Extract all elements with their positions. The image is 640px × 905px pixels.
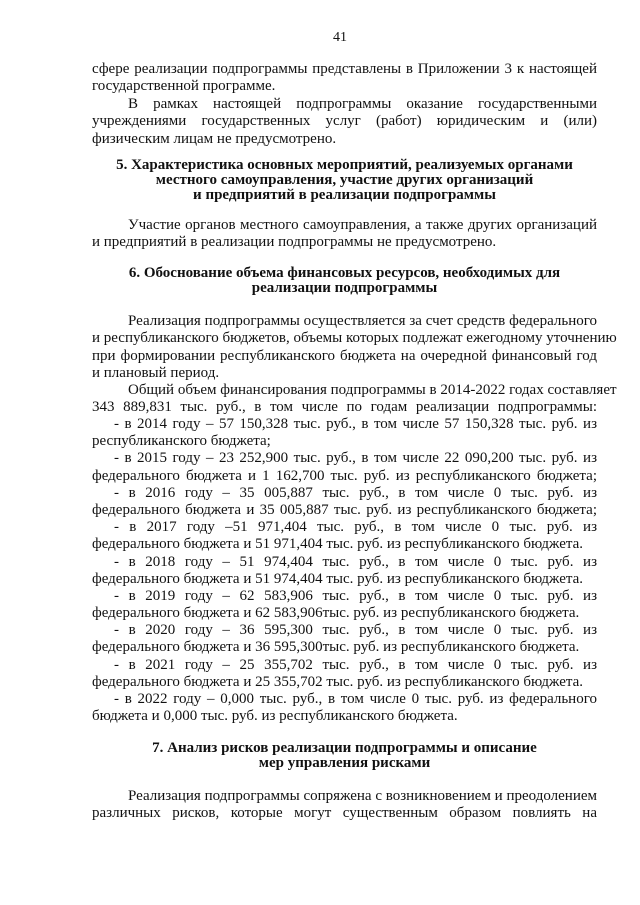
heading-line: реализации подпрограммы (251, 280, 438, 296)
paragraph-line: и плановый период. (92, 365, 220, 382)
paragraph-line: 343 889,831 тыс. руб., в том числе по годам реализации подпрограммы: (92, 399, 597, 416)
page-number: 41 (333, 30, 347, 45)
funding-list-item-2020: - в 2020 году – 36 595,300 тыс. руб., в том числе 0 тыс. руб. из (114, 622, 597, 639)
funding-list-item-2014: - в 2014 году – 57 150,328 тыс. руб., в том числе 57 150,328 тыс. руб. из (114, 416, 597, 432)
paragraph-line: различных рисков, которые могут существенным образом повлиять на (92, 805, 597, 822)
funding-list-item-2014-cont: республиканского бюджета; (92, 433, 271, 450)
funding-list-item-2022: - в 2022 году – 0,000 тыс. руб., в том числе 0 тыс. руб. из федерального (114, 691, 597, 707)
funding-list-item-2016-cont: федерального бюджета и 35 005,887 тыс. руб. из республиканского бюджета; (92, 501, 597, 518)
paragraph-line: физическим лицам не предусмотрено. (92, 130, 337, 147)
section-7-heading (92, 741, 597, 771)
paragraph-line: сфере реализации подпрограммы представлены в Приложении 3 к настоящей (92, 61, 597, 77)
heading-line: 7. Анализ рисков реализации подпрограммы и описание (152, 740, 537, 756)
paragraph-line: Участие органов местного самоуправления, а также других организаций (128, 217, 597, 233)
heading-line: 5. Характеристика основных мероприятий, реализуемых органами (116, 157, 573, 173)
heading-line: и предприятий в реализации подпрограммы (193, 187, 496, 203)
intro-paragraph-1 (92, 61, 597, 96)
paragraph-line: государственной программе. (92, 78, 276, 95)
heading-line: мер управления рисками (258, 755, 431, 771)
paragraph-line: Реализация подпрограммы сопряжена с возникновением и преодолением (128, 788, 597, 804)
paragraph-line: и предприятий в реализации подпрограммы не предусмотрено. (92, 234, 497, 251)
section-6-paragraph-1 (92, 313, 617, 383)
funding-list-item-2018-cont: федерального бюджета и 51 974,404 тыс. руб. из республиканского бюджета. (92, 570, 584, 587)
paragraph-line: Реализация подпрограммы осуществляется за счет средств федерального (128, 313, 597, 329)
heading-line: 6. Обоснование объема финансовых ресурсов, необходимых для (128, 265, 561, 281)
section-6-heading (92, 266, 597, 296)
funding-by-year-list (92, 416, 597, 725)
heading-line: местного самоуправления, участие других организаций (155, 172, 534, 188)
paragraph-line: при формировании республиканского бюджета на очередной финансовый год (92, 347, 597, 364)
funding-list-item-2019-cont: федерального бюджета и 62 583,906тыс. руб. из республиканского бюджета. (92, 605, 580, 622)
funding-list-item-2018: - в 2018 году – 51 974,404 тыс. руб., в том числе 0 тыс. руб. из (114, 553, 597, 570)
funding-list-item-2021-cont: федерального бюджета и 25 355,702 тыс. руб. из республиканского бюджета. (92, 673, 584, 690)
funding-list-item-2017: - в 2017 году –51 971,404 тыс. руб., в том числе 0 тыс. руб. из (114, 519, 597, 536)
paragraph-line: В рамках настоящей подпрограммы оказание государственными (128, 96, 597, 112)
paragraph-line: учреждениями государственных услуг (работ) юридическим и (или) (92, 113, 597, 130)
section-6-paragraph-2 (92, 382, 617, 417)
intro-paragraph-2 (92, 96, 597, 148)
paragraph-line: и республиканского бюджетов, объемы которых подлежат ежегодному уточнению (92, 330, 617, 347)
section-5-paragraph (92, 217, 597, 252)
funding-list-item-2015-cont: федерального бюджета и 1 162,700 тыс. руб. из республиканского бюджета; (92, 467, 597, 484)
funding-list-item-2016: - в 2016 году – 35 005,887 тыс. руб., в том числе 0 тыс. руб. из (114, 484, 597, 501)
paragraph-line: Общий объем финансирования подпрограммы в 2014-2022 годах составляет (128, 382, 617, 398)
funding-list-item-2020-cont: федерального бюджета и 36 595,300тыс. руб. из республиканского бюджета. (92, 639, 580, 656)
funding-list-item-2022-cont: бюджета и 0,000 тыс. руб. из республиканского бюджета. (92, 708, 458, 725)
section-7-paragraph (92, 788, 597, 823)
funding-list-item-2019: - в 2019 году – 62 583,906 тыс. руб., в том числе 0 тыс. руб. из (114, 587, 597, 604)
funding-list-item-2017-cont: федерального бюджета и 51 971,404 тыс. руб. из республиканского бюджета. (92, 536, 584, 553)
funding-list-item-2015: - в 2015 году – 23 252,900 тыс. руб., в том числе 22 090,200 тыс. руб. из (114, 450, 597, 467)
section-5-heading (92, 158, 597, 203)
funding-list-item-2021: - в 2021 году – 25 355,702 тыс. руб., в том числе 0 тыс. руб. из (114, 656, 597, 673)
